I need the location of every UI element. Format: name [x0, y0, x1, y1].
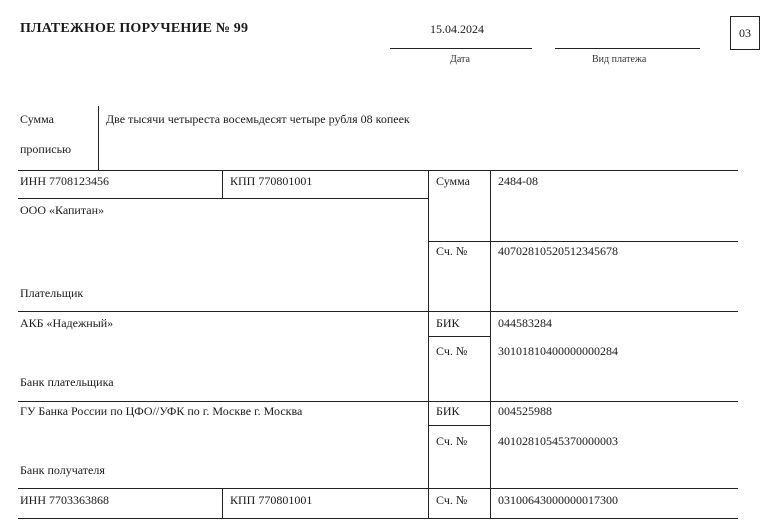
- payee-bank-name: ГУ Банка России по ЦФО//УФК по г. Москве г. Москва: [20, 404, 303, 418]
- payer-bank-caption: Банк плательщика: [20, 375, 114, 389]
- payee-inn: ИНН 7703363868: [20, 493, 109, 507]
- grid-line-top: [18, 170, 738, 171]
- amount-words-label-1: Сумма: [20, 112, 54, 126]
- payee-acc: 03100643000000017300: [498, 493, 618, 507]
- payer-account-value: 40702810520512345678: [498, 244, 618, 258]
- payee-bank-caption: Банк получателя: [20, 463, 105, 477]
- payee-bank-acc: 40102810545370000003: [498, 434, 618, 448]
- grid-line-payee-bank-bottom: [18, 488, 738, 489]
- date-underline: [390, 48, 532, 49]
- amount-words-label-2: прописью: [20, 142, 72, 156]
- payee-kpp: КПП 770801001: [230, 493, 313, 507]
- payer-kpp: КПП 770801001: [230, 174, 313, 188]
- grid-line-payer-bottom: [18, 311, 738, 312]
- payee-bank-acc-label: Сч. №: [436, 434, 468, 448]
- payee-bank-bik: 004525988: [498, 404, 552, 418]
- amount-value: 2484-08: [498, 174, 538, 188]
- grid-line-inn-kpp: [222, 170, 223, 198]
- grid-line-left-right: [428, 170, 429, 518]
- grid-line-payer-inn: [18, 198, 428, 199]
- status-code-box: 03: [730, 16, 760, 50]
- grid-line-label-value: [490, 170, 491, 518]
- amount-words-text: Две тысячи четыреста восемьдесят четыре рубля 08 копеек: [106, 112, 410, 126]
- date-caption: Дата: [450, 54, 470, 65]
- grid-line-bik1-bottom: [428, 336, 490, 337]
- grid-line-payer-bank-bottom: [18, 401, 738, 402]
- amount-label: Сумма: [436, 174, 470, 188]
- grid-line-payee-inn-kpp: [222, 488, 223, 518]
- grid-line-amount-bottom: [428, 241, 738, 242]
- grid-line-bik2-bottom: [428, 425, 490, 426]
- payee-bank-bik-label: БИК: [436, 404, 460, 418]
- amount-words-divider: [98, 106, 99, 170]
- payer-bank-name: АКБ «Надежный»: [20, 316, 114, 330]
- payment-type-caption: Вид платежа: [592, 54, 647, 65]
- payment-type-underline: [555, 48, 700, 49]
- grid-line-bottom: [18, 518, 738, 519]
- payer-bank-acc: 30101810400000000284: [498, 344, 618, 358]
- payer-inn: ИНН 7708123456: [20, 174, 109, 188]
- payer-bank-bik: 044583284: [498, 316, 552, 330]
- payer-name: ООО «Капитан»: [20, 203, 104, 217]
- payer-bank-acc-label: Сч. №: [436, 344, 468, 358]
- payer-account-label: Сч. №: [436, 244, 468, 258]
- document-title: ПЛАТЕЖНОЕ ПОРУЧЕНИЕ № 99: [20, 21, 249, 36]
- payer-bank-bik-label: БИК: [436, 316, 460, 330]
- payer-caption: Плательщик: [20, 286, 84, 300]
- payee-acc-label: Сч. №: [436, 493, 468, 507]
- date-value: 15.04.2024: [430, 22, 484, 36]
